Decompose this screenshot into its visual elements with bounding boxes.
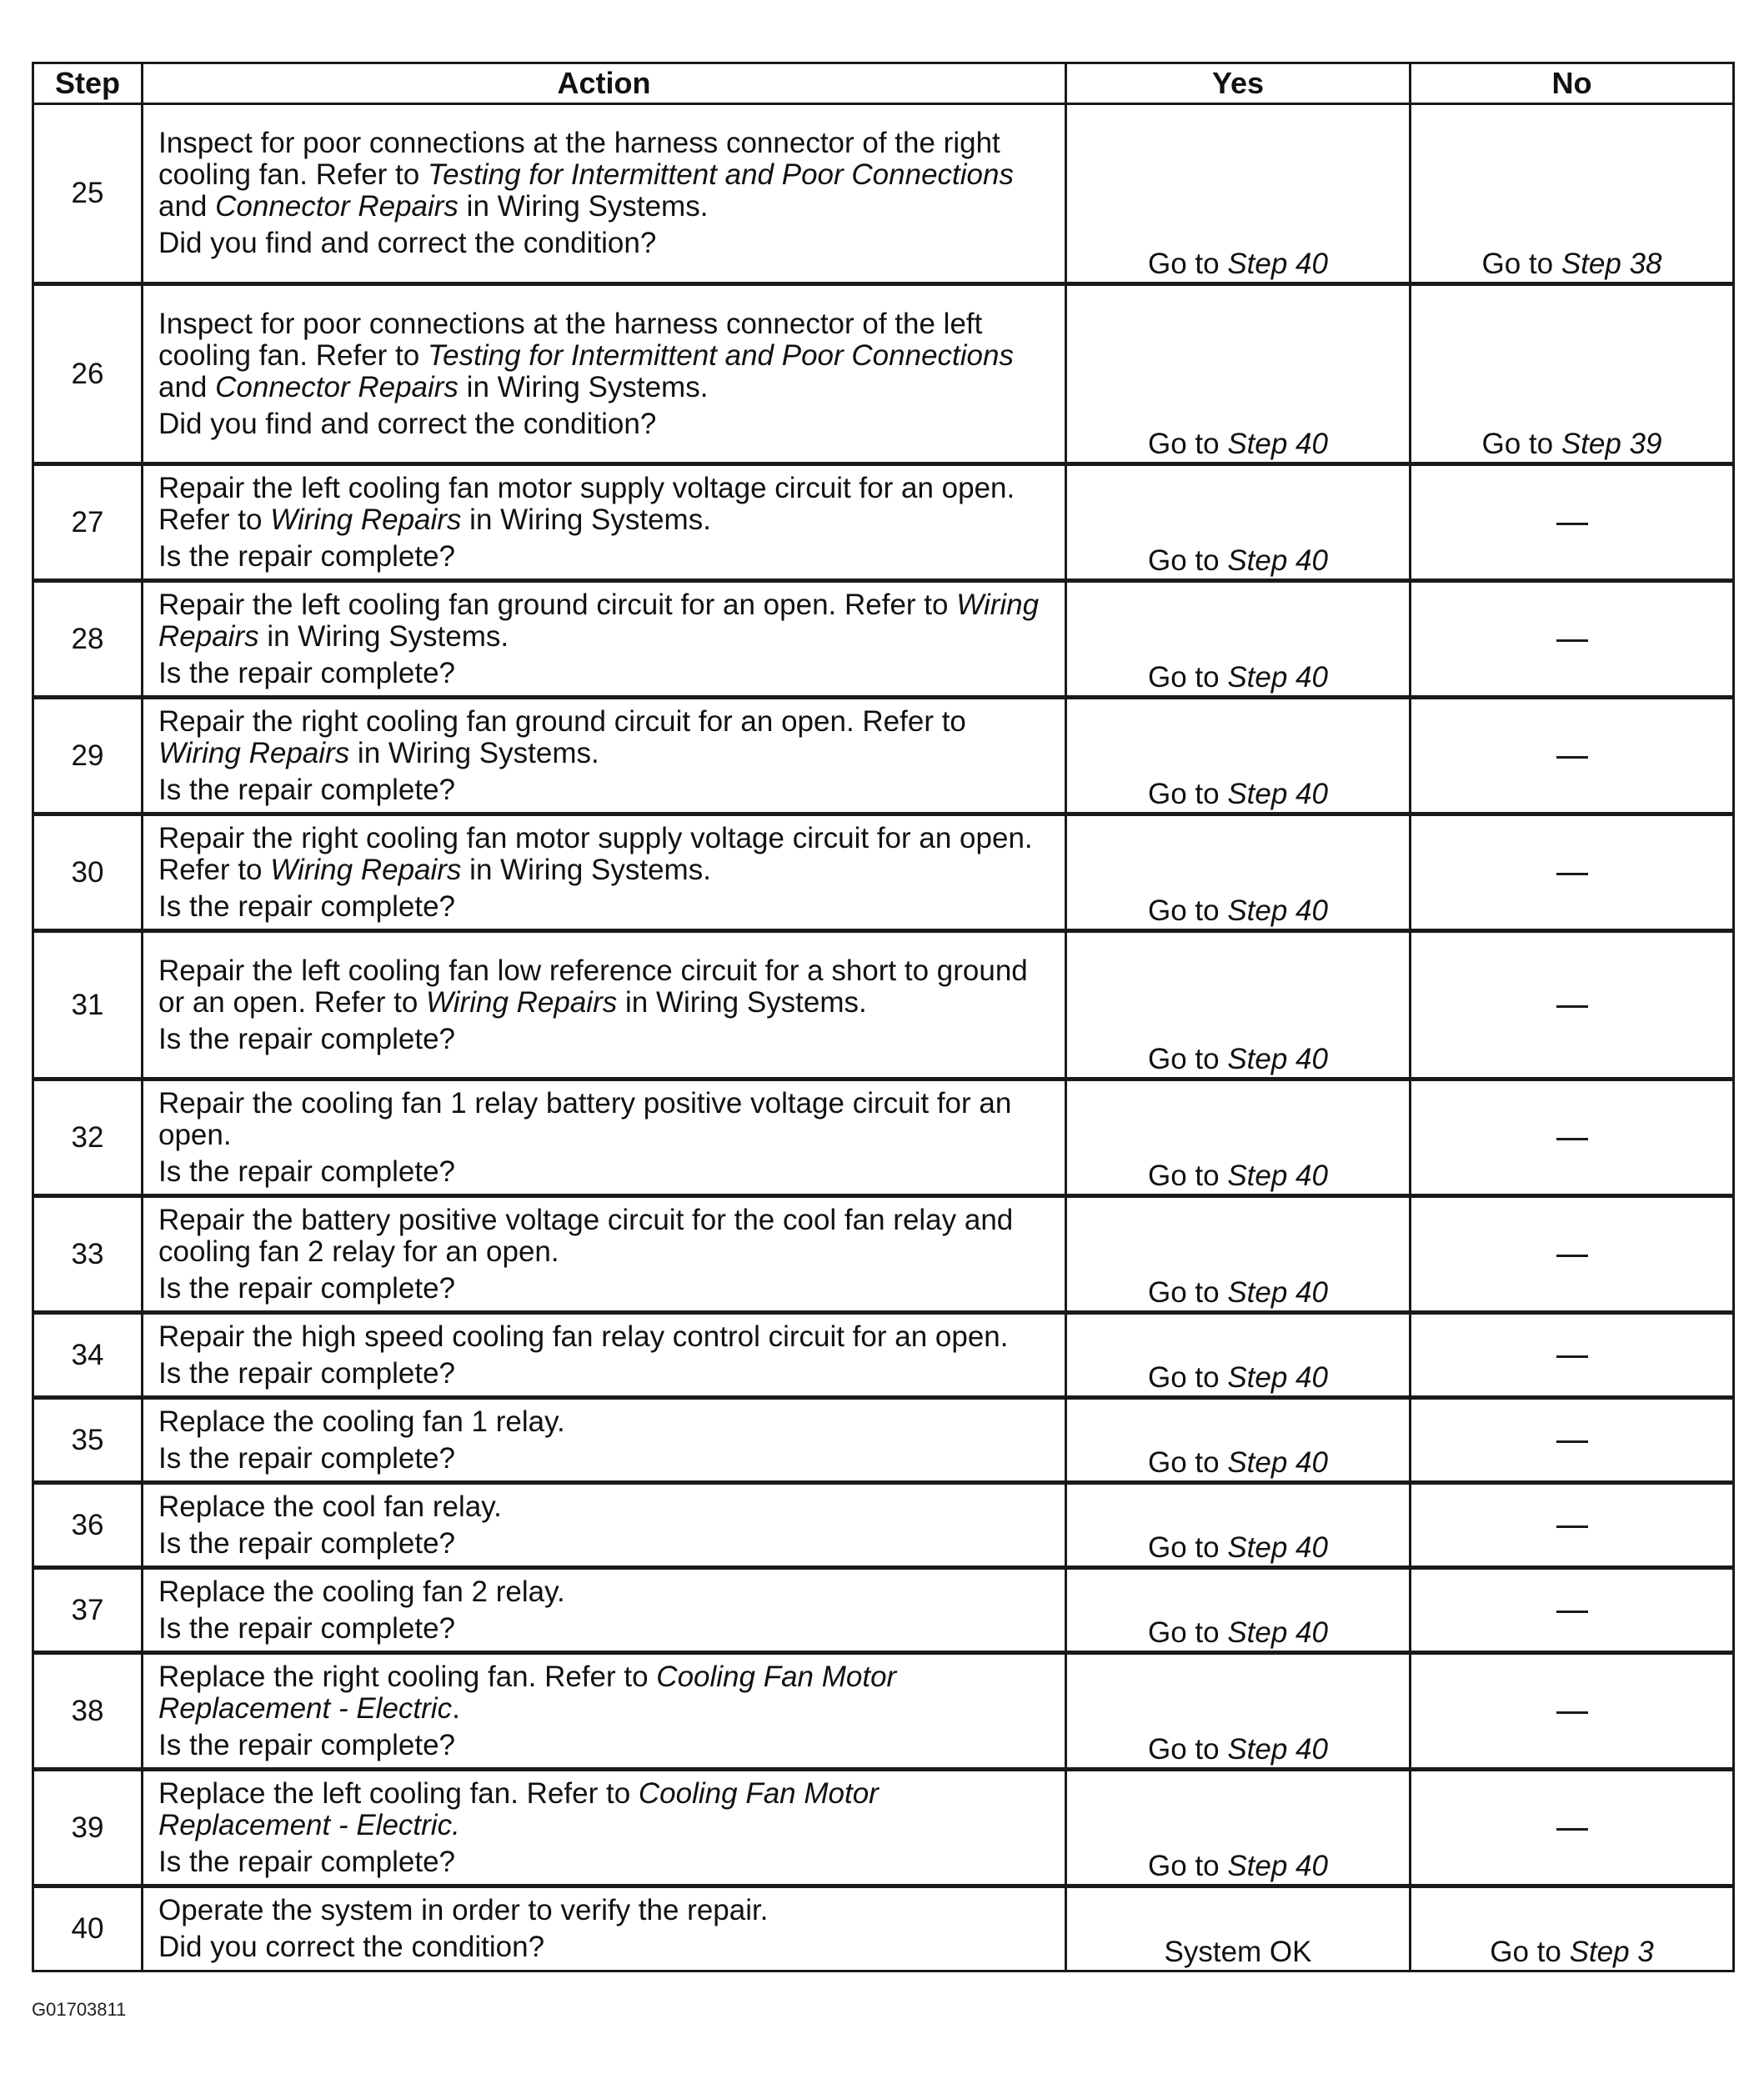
table-header-row xyxy=(33,63,1734,104)
instruction-text: and xyxy=(158,190,216,223)
action-instruction xyxy=(158,589,1056,653)
action-instruction xyxy=(158,1576,1056,1608)
instruction-text: Repair the right cooling fan ground circuit for an open. Refer to xyxy=(158,704,966,738)
table-row xyxy=(33,104,1734,284)
step-number: 34 xyxy=(33,1313,143,1398)
dash-mark xyxy=(1556,756,1588,759)
step-number: 28 xyxy=(33,581,143,698)
yes-step-reference: Step 40 xyxy=(1227,428,1328,460)
action-question: Is the repair complete? xyxy=(158,1441,456,1475)
no-outcome-empty xyxy=(1411,1313,1734,1398)
dash-mark xyxy=(1556,1355,1588,1358)
instruction-text: Inspect for poor connections at the harness connector of the right cooling fan. Refer to xyxy=(158,127,1000,191)
instruction-text: in Wiring Systems. xyxy=(349,736,599,769)
no-outcome-empty xyxy=(1411,1398,1734,1483)
action-instruction xyxy=(158,1205,1056,1268)
yes-step-reference: Step 40 xyxy=(1227,1361,1328,1394)
yes-outcome xyxy=(1066,1313,1411,1398)
table-row xyxy=(33,1398,1734,1483)
yes-step-reference: Step 40 xyxy=(1227,1446,1328,1479)
action-cell xyxy=(143,1770,1066,1886)
action-instruction xyxy=(158,955,1056,1019)
step-number: 37 xyxy=(33,1568,143,1653)
instruction-text: and xyxy=(158,370,216,403)
instruction-text: Replace the cooling fan 1 relay. xyxy=(158,1405,565,1438)
action-instruction xyxy=(158,1406,1056,1438)
yes-outcome-text: Go to xyxy=(1148,1616,1228,1649)
step-number: 30 xyxy=(33,814,143,931)
no-outcome xyxy=(1411,104,1734,284)
yes-outcome-text: Go to xyxy=(1148,1531,1228,1564)
table-row xyxy=(33,1886,1734,1971)
yes-step-reference: Step 40 xyxy=(1227,1043,1328,1075)
no-outcome-empty xyxy=(1411,1653,1734,1770)
no-outcome-empty xyxy=(1411,464,1734,581)
instruction-text: Replace the right cooling fan. Refer to xyxy=(158,1660,657,1693)
yes-step-reference: Step 40 xyxy=(1227,1616,1328,1649)
step-number: 39 xyxy=(33,1770,143,1886)
action-cell xyxy=(143,931,1066,1080)
action-cell xyxy=(143,1313,1066,1398)
instruction-text: Replace the cool fan relay. xyxy=(158,1490,502,1523)
no-outcome-empty xyxy=(1411,931,1734,1080)
instruction-text: in Wiring Systems. xyxy=(258,619,509,653)
reference-title: Connector Repairs xyxy=(215,190,459,223)
table-row xyxy=(33,1080,1734,1196)
action-question: Is the repair complete? xyxy=(158,889,456,923)
yes-outcome xyxy=(1066,284,1411,464)
reference-title: Wiring Repairs xyxy=(426,985,618,1019)
table-body xyxy=(33,104,1734,1971)
yes-outcome-text: Go to xyxy=(1148,544,1228,577)
yes-outcome xyxy=(1066,1653,1411,1770)
no-outcome-text: Go to xyxy=(1481,428,1561,460)
action-question: Is the repair complete? xyxy=(158,656,456,689)
yes-step-reference: Step 40 xyxy=(1227,894,1328,927)
table-row xyxy=(33,1313,1734,1398)
table-row xyxy=(33,1483,1734,1568)
action-cell xyxy=(143,1398,1066,1483)
no-outcome-text: Go to xyxy=(1490,1936,1570,1968)
yes-outcome-text: Go to xyxy=(1148,1160,1228,1192)
no-outcome-text: Go to xyxy=(1481,248,1561,280)
action-cell xyxy=(143,464,1066,581)
dash-mark xyxy=(1556,1828,1588,1831)
action-cell xyxy=(143,284,1066,464)
table-row xyxy=(33,1653,1734,1770)
instruction-text: Repair the high speed cooling fan relay control circuit for an open. xyxy=(158,1320,1009,1353)
yes-step-reference: Step 40 xyxy=(1227,1276,1328,1309)
action-instruction xyxy=(158,473,1056,536)
yes-outcome-text: Go to xyxy=(1148,1850,1228,1882)
instruction-text: Repair the left cooling fan motor supply voltage circuit for an open. Refer to xyxy=(158,471,1015,536)
header-step: Step xyxy=(33,63,143,104)
action-instruction xyxy=(158,1491,1056,1523)
table-row xyxy=(33,814,1734,931)
action-cell xyxy=(143,1080,1066,1196)
header-action: Action xyxy=(143,63,1066,104)
diagnostic-table xyxy=(32,62,1735,1972)
step-number: 25 xyxy=(33,104,143,284)
action-instruction xyxy=(158,1321,1056,1353)
no-outcome-empty xyxy=(1411,1568,1734,1653)
step-number: 38 xyxy=(33,1653,143,1770)
action-cell xyxy=(143,814,1066,931)
action-instruction xyxy=(158,823,1056,886)
reference-title: Wiring Repairs xyxy=(158,736,350,769)
yes-outcome-text: System OK xyxy=(1164,1936,1312,1968)
yes-outcome xyxy=(1066,1568,1411,1653)
table-row xyxy=(33,284,1734,464)
dash-mark xyxy=(1556,873,1588,875)
dash-mark xyxy=(1556,1440,1588,1443)
figure-id: G01703811 xyxy=(32,1999,127,2020)
yes-step-reference: Step 40 xyxy=(1227,1733,1328,1766)
action-question: Is the repair complete? xyxy=(158,1356,456,1390)
yes-outcome-text: Go to xyxy=(1148,661,1228,694)
yes-outcome xyxy=(1066,698,1411,814)
action-question: Is the repair complete? xyxy=(158,773,456,806)
reference-title: Testing for Intermittent and Poor Connections xyxy=(427,338,1014,372)
step-number: 40 xyxy=(33,1886,143,1971)
no-outcome-empty xyxy=(1411,1080,1734,1196)
action-question: Did you find and correct the condition? xyxy=(158,227,657,259)
table-row xyxy=(33,1770,1734,1886)
yes-outcome xyxy=(1066,104,1411,284)
yes-outcome xyxy=(1066,1886,1411,1971)
instruction-text: in Wiring Systems. xyxy=(617,985,867,1019)
action-cell xyxy=(143,104,1066,284)
instruction-text: Inspect for poor connections at the harness connector of the left cooling fan. Refer to xyxy=(158,307,983,372)
action-question: Is the repair complete? xyxy=(158,1022,456,1055)
no-outcome xyxy=(1411,284,1734,464)
instruction-text: . xyxy=(452,1691,460,1725)
dash-mark xyxy=(1556,1711,1588,1714)
action-cell xyxy=(143,1653,1066,1770)
yes-outcome-text: Go to xyxy=(1148,778,1228,810)
dash-mark xyxy=(1556,1138,1588,1140)
no-outcome-empty xyxy=(1411,581,1734,698)
reference-title: Cooling Fan Motor Replacement - Electric xyxy=(158,1660,897,1725)
instruction-text: in Wiring Systems. xyxy=(458,370,709,403)
action-cell xyxy=(143,1568,1066,1653)
table-row xyxy=(33,931,1734,1080)
instruction-text: Operate the system in order to verify the repair. xyxy=(158,1894,769,1926)
table-row xyxy=(33,1196,1734,1313)
yes-outcome xyxy=(1066,464,1411,581)
dash-mark xyxy=(1556,639,1588,642)
action-instruction xyxy=(158,1778,1056,1841)
yes-outcome-text: Go to xyxy=(1148,428,1228,460)
action-cell xyxy=(143,1886,1066,1971)
action-cell xyxy=(143,698,1066,814)
action-instruction xyxy=(158,1661,1056,1725)
yes-outcome xyxy=(1066,931,1411,1080)
yes-outcome xyxy=(1066,1080,1411,1196)
yes-outcome-text: Go to xyxy=(1148,1446,1228,1479)
no-step-reference: Step 3 xyxy=(1569,1936,1654,1968)
yes-step-reference: Step 40 xyxy=(1227,544,1328,577)
action-question: Is the repair complete? xyxy=(158,1845,456,1878)
header-no: No xyxy=(1411,63,1734,104)
yes-outcome-text: Go to xyxy=(1148,1276,1228,1309)
action-question: Is the repair complete? xyxy=(158,1611,456,1645)
header-yes: Yes xyxy=(1066,63,1411,104)
yes-step-reference: Step 40 xyxy=(1227,778,1328,810)
yes-outcome-text: Go to xyxy=(1148,894,1228,927)
action-question: Did you correct the condition? xyxy=(158,1931,545,1963)
reference-title: Wiring Repairs xyxy=(270,503,462,536)
reference-title: Connector Repairs xyxy=(215,370,459,403)
no-outcome-empty xyxy=(1411,1770,1734,1886)
dash-mark xyxy=(1556,1525,1588,1528)
reference-title: Wiring Repairs xyxy=(270,853,462,886)
table-row xyxy=(33,581,1734,698)
yes-step-reference: Step 40 xyxy=(1227,1531,1328,1564)
yes-outcome-text: Go to xyxy=(1148,1361,1228,1394)
instruction-text: Repair the left cooling fan ground circuit for an open. Refer to xyxy=(158,588,957,621)
action-question: Is the repair complete? xyxy=(158,1728,456,1761)
no-outcome xyxy=(1411,1886,1734,1971)
table-row xyxy=(33,1568,1734,1653)
step-number: 32 xyxy=(33,1080,143,1196)
step-number: 31 xyxy=(33,931,143,1080)
dash-mark xyxy=(1556,1255,1588,1257)
yes-outcome xyxy=(1066,1483,1411,1568)
action-instruction xyxy=(158,128,1056,223)
yes-outcome xyxy=(1066,814,1411,931)
step-number: 29 xyxy=(33,698,143,814)
instruction-text: in Wiring Systems. xyxy=(461,503,711,536)
yes-outcome-text: Go to xyxy=(1148,1043,1228,1075)
action-instruction xyxy=(158,308,1056,403)
yes-outcome xyxy=(1066,581,1411,698)
table-row xyxy=(33,698,1734,814)
instruction-text: Replace the left cooling fan. Refer to xyxy=(158,1776,639,1810)
no-outcome-empty xyxy=(1411,1196,1734,1313)
dash-mark xyxy=(1556,1005,1588,1008)
step-number: 35 xyxy=(33,1398,143,1483)
action-cell xyxy=(143,1483,1066,1568)
step-number: 27 xyxy=(33,464,143,581)
yes-outcome xyxy=(1066,1770,1411,1886)
yes-outcome-text: Go to xyxy=(1148,248,1228,280)
yes-step-reference: Step 40 xyxy=(1227,1160,1328,1192)
yes-step-reference: Step 40 xyxy=(1227,661,1328,694)
yes-outcome xyxy=(1066,1398,1411,1483)
yes-outcome-text: Go to xyxy=(1148,1733,1228,1766)
yes-step-reference: Step 40 xyxy=(1227,1850,1328,1882)
reference-title: Wiring Repairs xyxy=(158,588,1040,653)
step-number: 36 xyxy=(33,1483,143,1568)
step-number: 33 xyxy=(33,1196,143,1313)
action-question: Is the repair complete? xyxy=(158,539,456,573)
no-step-reference: Step 38 xyxy=(1561,248,1662,280)
instruction-text: Repair the left cooling fan low reference circuit for a short to ground or an open. Refer to xyxy=(158,954,1028,1019)
step-number: 26 xyxy=(33,284,143,464)
dash-mark xyxy=(1556,1611,1588,1613)
action-cell xyxy=(143,581,1066,698)
no-outcome-empty xyxy=(1411,698,1734,814)
reference-title: Testing for Intermittent and Poor Connections xyxy=(427,158,1014,191)
action-question: Is the repair complete? xyxy=(158,1155,456,1188)
reference-title: Cooling Fan Motor Replacement - Electric. xyxy=(158,1776,879,1841)
no-outcome-empty xyxy=(1411,1483,1734,1568)
instruction-text: Repair the battery positive voltage circuit for the cool fan relay and cooling fan 2 relay for an open. xyxy=(158,1203,1014,1268)
instruction-text: Replace the cooling fan 2 relay. xyxy=(158,1575,565,1608)
instruction-text: in Wiring Systems. xyxy=(458,190,709,223)
no-step-reference: Step 39 xyxy=(1561,428,1662,460)
action-question: Is the repair complete? xyxy=(158,1526,456,1560)
dash-mark xyxy=(1556,523,1588,525)
yes-outcome xyxy=(1066,1196,1411,1313)
no-outcome-empty xyxy=(1411,814,1734,931)
action-question: Did you find and correct the condition? xyxy=(158,407,657,440)
action-instruction xyxy=(158,706,1056,769)
action-instruction xyxy=(158,1895,1056,1926)
instruction-text: in Wiring Systems. xyxy=(461,853,711,886)
yes-step-reference: Step 40 xyxy=(1227,248,1328,280)
instruction-text: Repair the cooling fan 1 relay battery positive voltage circuit for an open. xyxy=(158,1086,1012,1151)
table-row xyxy=(33,464,1734,581)
action-cell xyxy=(143,1196,1066,1313)
action-question: Is the repair complete? xyxy=(158,1271,456,1305)
action-instruction xyxy=(158,1088,1056,1151)
instruction-text: Repair the right cooling fan motor supply voltage circuit for an open. Refer to xyxy=(158,821,1033,886)
